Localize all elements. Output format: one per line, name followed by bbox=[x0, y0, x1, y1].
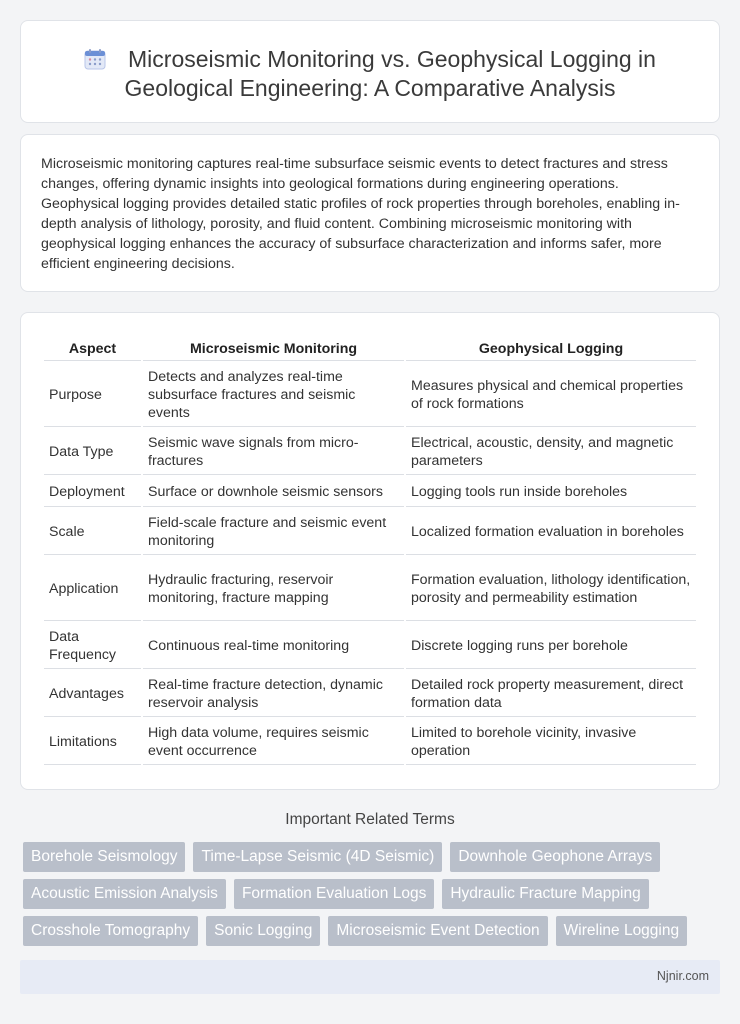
table-row bbox=[44, 557, 696, 621]
table-row bbox=[44, 429, 696, 475]
table-row bbox=[44, 623, 696, 669]
cell-microseismic: Seismic wave signals from micro-fractures bbox=[143, 429, 404, 475]
table-row bbox=[44, 671, 696, 717]
cell-aspect: Limitations bbox=[44, 719, 141, 765]
table-row bbox=[44, 477, 696, 507]
related-term-tag[interactable]: Acoustic Emission Analysis bbox=[23, 879, 226, 909]
cell-microseismic: Real-time fracture detection, dynamic reservoir analysis bbox=[143, 671, 404, 717]
cell-geophysical: Measures physical and chemical properties of rock formations bbox=[406, 363, 696, 427]
related-term-tag[interactable]: Hydraulic Fracture Mapping bbox=[442, 879, 648, 909]
related-term-tag[interactable]: Microseismic Event Detection bbox=[328, 916, 547, 946]
related-terms-heading: Important Related Terms bbox=[285, 811, 455, 828]
cell-geophysical: Formation evaluation, lithology identification, porosity and permeability estimation bbox=[406, 557, 696, 621]
cell-aspect: Purpose bbox=[44, 363, 141, 427]
cell-geophysical: Limited to borehole vicinity, invasive operation bbox=[406, 719, 696, 765]
cell-aspect: Data Type bbox=[44, 429, 141, 475]
table-header-row bbox=[44, 335, 696, 361]
cell-microseismic: Continuous real-time monitoring bbox=[143, 623, 404, 669]
calendar-grid-icon bbox=[84, 48, 106, 70]
footer-site-name: Njnir.com bbox=[656, 969, 709, 983]
related-term-tag[interactable]: Crosshole Tomography bbox=[23, 916, 198, 946]
cell-microseismic: Field-scale fracture and seismic event monitoring bbox=[143, 509, 404, 555]
cell-geophysical: Discrete logging runs per borehole bbox=[406, 623, 696, 669]
cell-aspect: Scale bbox=[44, 509, 141, 555]
cell-microseismic: High data volume, requires seismic event occurrence bbox=[143, 719, 404, 765]
cell-microseismic: Surface or downhole seismic sensors bbox=[143, 477, 404, 507]
footer-bar bbox=[20, 960, 720, 994]
cell-aspect: Advantages bbox=[44, 671, 141, 717]
related-term-tag[interactable]: Formation Evaluation Logs bbox=[234, 879, 434, 909]
header-geophysical: Geophysical Logging bbox=[406, 335, 696, 361]
related-terms-list bbox=[23, 842, 717, 946]
related-term-tag[interactable]: Time-Lapse Seismic (4D Seismic) bbox=[193, 842, 442, 872]
title-card bbox=[20, 20, 720, 123]
comparison-card bbox=[20, 312, 720, 790]
cell-microseismic: Hydraulic fracturing, reservoir monitoring, fracture mapping bbox=[143, 557, 404, 621]
table-row bbox=[44, 509, 696, 555]
cell-aspect: Deployment bbox=[44, 477, 141, 507]
related-term-tag[interactable]: Sonic Logging bbox=[206, 916, 320, 946]
related-term-tag[interactable]: Wireline Logging bbox=[556, 916, 687, 946]
cell-geophysical: Localized formation evaluation in boreholes bbox=[406, 509, 696, 555]
cell-geophysical: Detailed rock property measurement, direct formation data bbox=[406, 671, 696, 717]
cell-geophysical: Electrical, acoustic, density, and magnetic parameters bbox=[406, 429, 696, 475]
page-title: Microseismic Monitoring vs. Geophysical Logging in Geological Engineering: A Comparative Analysis bbox=[124, 46, 656, 101]
table-row bbox=[44, 719, 696, 765]
related-term-tag[interactable]: Downhole Geophone Arrays bbox=[450, 842, 660, 872]
comparison-table bbox=[42, 333, 698, 767]
header-microseismic: Microseismic Monitoring bbox=[143, 335, 404, 361]
cell-geophysical: Logging tools run inside boreholes bbox=[406, 477, 696, 507]
intro-paragraph: Microseismic monitoring captures real-time subsurface seismic events to detect fractures and stress changes, offering dynamic insights into geological formations during engineering operations. Geophysical logging provides detailed static profiles of rock properties through boreholes, enabling in-depth analysis of lithology, porosity, and fluid content. Combining microseismic monitoring with geophysical logging enhances the accuracy of subsurface characterization and informs safer, more efficient engineering decisions. bbox=[41, 156, 680, 272]
related-term-tag[interactable]: Borehole Seismology bbox=[23, 842, 185, 872]
table-row bbox=[44, 363, 696, 427]
page-title-wrap bbox=[21, 45, 719, 103]
cell-microseismic: Detects and analyzes real-time subsurface fractures and seismic events bbox=[143, 363, 404, 427]
intro-card bbox=[20, 134, 720, 292]
cell-aspect: Application bbox=[44, 557, 141, 621]
cell-aspect: Data Frequency bbox=[44, 623, 141, 669]
header-aspect: Aspect bbox=[44, 335, 141, 361]
